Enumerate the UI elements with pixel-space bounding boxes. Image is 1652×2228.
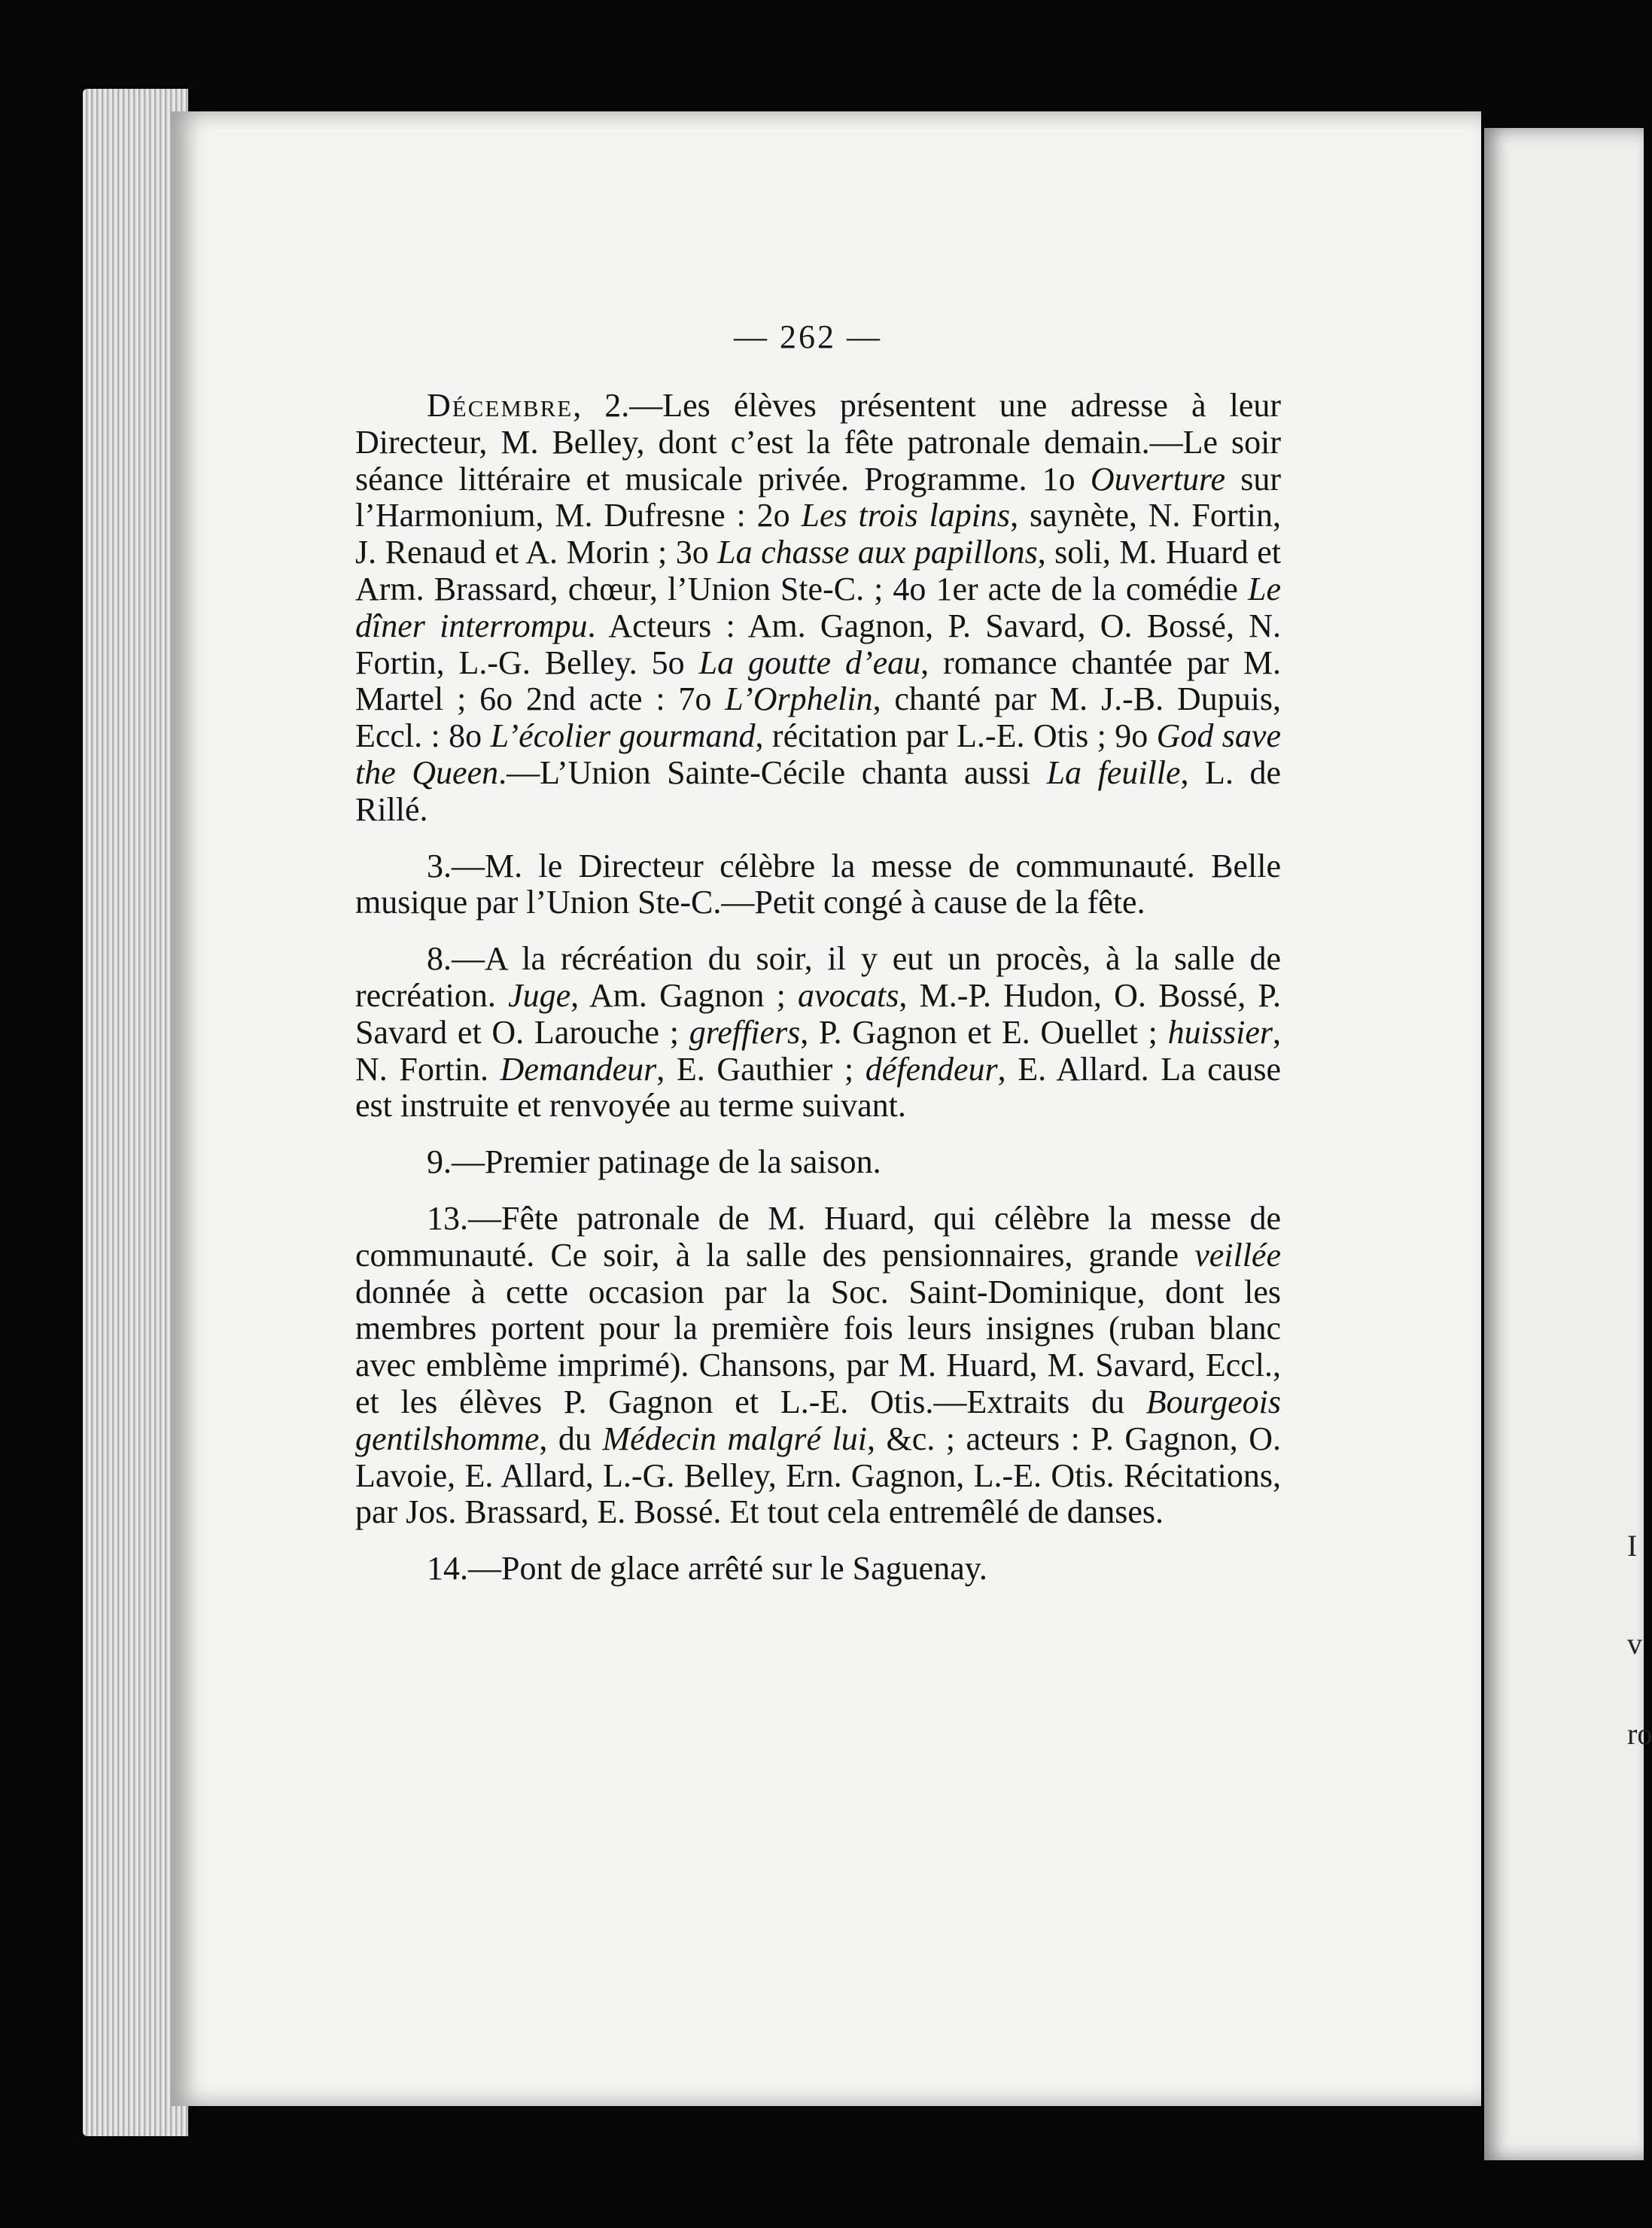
italic-text-run: Les trois lapins — [801, 497, 1011, 534]
paragraph-dec-13 — [355, 1201, 1281, 1531]
italic-text-run: Ouverture — [1090, 460, 1226, 498]
paragraph-dec-9 — [355, 1144, 1281, 1181]
facing-page-fragment: ro — [1627, 1717, 1652, 1751]
italic-text-run: Bourgeois gentilshomme — [355, 1383, 1281, 1457]
facing-page — [1484, 128, 1652, 2160]
text-run: , récitation par L.-E. Otis ; 9o — [755, 717, 1157, 755]
italic-text-run: Demandeur — [500, 1050, 657, 1088]
paragraph-dec-2 — [355, 388, 1281, 829]
italic-text-run: La chasse aux papillons — [717, 534, 1038, 571]
page-body-text — [355, 388, 1281, 1587]
italic-text-run: défendeur — [865, 1050, 998, 1088]
text-run: sur l’Harmonium, M. Dufresne : 2o — [355, 460, 1281, 534]
text-run: , E. Allard. La cause est instruite et renvoyée au terme suivant. — [355, 1050, 1281, 1125]
italic-text-run: avocats — [798, 976, 899, 1014]
text-run: Décembre — [427, 387, 573, 424]
facing-page-fragment: v — [1627, 1627, 1642, 1660]
italic-text-run: Le dîner interrompu — [355, 570, 1281, 644]
italic-text-run: L’écolier gourmand — [490, 717, 756, 755]
facing-page-fragment: I — [1627, 1529, 1638, 1563]
italic-text-run: greffiers — [689, 1013, 801, 1051]
italic-text-run: huissier — [1167, 1013, 1273, 1051]
italic-text-run: Juge — [508, 976, 571, 1014]
italic-text-run: La goutte d’eau — [698, 644, 921, 681]
text-run: , chanté par M. J.-B. Dupuis, Eccl. : 8o — [355, 680, 1281, 755]
text-run: , P. Gagnon et E. Ouellet ; — [800, 1013, 1168, 1051]
paragraph-dec-8 — [355, 941, 1281, 1125]
italic-text-run: Médecin malgré lui — [602, 1420, 867, 1457]
text-run: , L. de Rillé. — [355, 753, 1281, 828]
text-run: , soli, M. Huard et Arm. Brassard, chœur, l’Union Ste-C. ; 4o 1er acte de la comédie — [355, 534, 1282, 607]
text-run: . Acteurs : Am. Gagnon, P. Savard, O. Bossé, N. Fortin, L.-G. Belley. 5o — [355, 607, 1281, 681]
page-number: — 262 — — [734, 318, 882, 355]
paragraph-dec-14 — [355, 1551, 1281, 1587]
text-run: , Am. Gagnon ; — [570, 976, 798, 1014]
text-run: , M.-P. Hudon, O. Bossé, P. Savard et O. Larouche ; — [355, 976, 1281, 1051]
text-run: , 2.—Les élèves présentent une adresse à leur Directeur, M. Belley, dont c’est la fête patronale demain.—Le soir séance littéraire et musicale privée. Programme. 1o — [355, 387, 1281, 498]
text-run: 14.—Pont de glace arrêté sur le Saguenay. — [427, 1550, 987, 1587]
italic-text-run: La feuille — [1046, 753, 1181, 791]
text-run: 3.—M. le Directeur célèbre la messe de communauté. Belle musique par l’Union Ste-C.—Petit congé à cause de la fête. — [355, 847, 1281, 921]
text-run: , romance chantée par M. Martel ; 6o 2nd acte : 7o — [355, 644, 1281, 718]
paragraph-dec-3 — [355, 848, 1281, 922]
text-run: , E. Gauthier ; — [656, 1050, 866, 1088]
italic-text-run: L’Orphelin — [725, 680, 873, 718]
text-run: , N. Fortin. — [355, 1013, 1281, 1088]
text-run: , du — [539, 1420, 603, 1457]
text-run: , saynète, N. Fortin, J. Renaud et A. Morin ; 3o — [355, 497, 1281, 571]
text-run: , &c. ; acteurs : P. Gagnon, O. Lavoie, E. Allard, L.-G. Belley, Ern. Gagnon, L.-E. Otis. Récitations, par Jos. Brassard, E. Bossé. Et tout cela entremêlé de danses. — [355, 1420, 1281, 1531]
text-run: 13.—Fête patronale de M. Huard, qui célèbre la messe de communauté. Ce soir, à la salle des pensionnaires, grande — [355, 1199, 1281, 1274]
text-run: .—L’Union Sainte-Cécile chanta aussi — [498, 753, 1047, 791]
text-run: 9.—Premier patinage de la saison. — [427, 1143, 881, 1181]
text-run: 8.—A la récréation du soir, il y eut un procès, à la salle de recréation. — [355, 940, 1281, 1014]
text-run: donnée à cette occasion par la Soc. Saint-Dominique, dont les membres portent pour la première fois leurs insignes (ruban blanc avec emblème imprimé). Chansons, par M. Huard, M. Savard, Eccl., et les élèves P. Gagnon et L.-E. Otis.—Extraits du — [355, 1273, 1281, 1420]
italic-text-run: God save the Queen — [355, 717, 1281, 791]
italic-text-run: veillée — [1194, 1236, 1281, 1274]
